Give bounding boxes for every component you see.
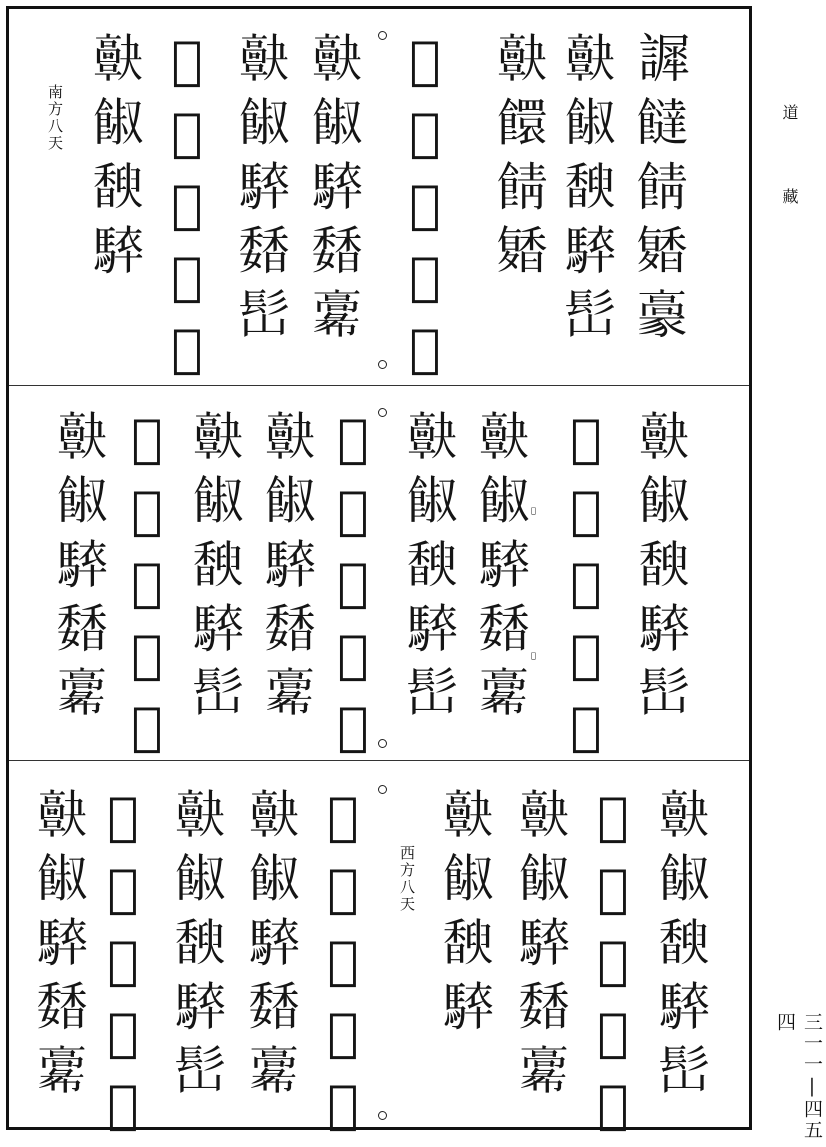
glyph-column: 𩫟𩠑𩜎𩣰𩫣	[117, 409, 177, 769]
glyph-column: 𩫠𩜂𩣰𩡊𩫚	[29, 787, 89, 1107]
glyph-column: 𩫟𩠑𩜎𩣰𩫣	[323, 409, 383, 769]
binding-hole	[378, 31, 387, 40]
glyph-column: 𩫠𩟁𩜎𩡑	[489, 31, 549, 287]
glyph-column: 𩫠𩜂𩣰𩡊𩫚	[241, 787, 301, 1107]
page-number: 三一一|四五四	[774, 1012, 823, 1141]
glyph-column: 𩫠𩜂𩡃𩣰	[435, 787, 495, 1043]
side-title: 道	[780, 104, 799, 120]
annotation-note: 𩫣	[531, 651, 536, 660]
glyph-column: 𩫟𩠑𩜎𩣰𩫣	[556, 409, 616, 769]
glyph-column: 𩫠𩜂𩣰𩡊𩫚	[304, 31, 364, 351]
glyph-column: 𩫠𩜂𩡃𩣰𩫺	[631, 409, 691, 729]
glyph-column: 𩫟𩠑𩜎𩣰𩫣	[313, 787, 373, 1147]
binding-hole	[378, 360, 387, 369]
side-title: 藏	[780, 188, 799, 204]
glyph-column: 𩫟𩠑𩜎𩣰𩫣	[395, 31, 455, 391]
glyph-column: 𩫠𩜂𩣰𩡊𩫚	[257, 409, 317, 729]
glyph-column: 𩫠𩜂𩡃𩣰𩫺	[167, 787, 227, 1107]
section-divider	[9, 385, 749, 386]
glyph-column: 𩫠𩜂𩡃𩣰	[85, 31, 145, 287]
glyph-column: 𩫠𩜂𩣰𩡊𩫚	[49, 409, 109, 729]
section-label: 西方八天	[398, 845, 416, 913]
glyph-column: 䜄𩟐𩜎𩡑𩫕	[629, 31, 689, 351]
glyph-column: 𩫠𩜂𩣰𩡊𩫚	[471, 409, 531, 729]
binding-hole	[378, 1111, 387, 1120]
glyph-column: 𩫟𩠑𩜎𩣰𩫣	[583, 787, 643, 1147]
glyph-column: 𩫠𩜂𩡃𩣰𩫺	[557, 31, 617, 351]
glyph-column: 𩫠𩜂𩡃𩣰𩫺	[185, 409, 245, 729]
glyph-column: 𩫠𩜂𩣰𩡊𩫚	[511, 787, 571, 1107]
glyph-column: 𩫠𩜂𩡃𩣰𩫺	[399, 409, 459, 729]
glyph-column: 𩫟𩠑𩜎𩣰𩫣	[93, 787, 153, 1147]
section-label: 南方八天	[46, 84, 64, 152]
annotation-note: 𩫢	[531, 506, 536, 515]
glyph-column: 𩫠𩜂𩡃𩣰𩫺	[651, 787, 711, 1107]
glyph-column: 𩫠𩜂𩣰𩡊𩫺	[231, 31, 291, 351]
binding-hole	[378, 785, 387, 794]
glyph-column: 𩫟𩠑𩜎𩣰𩫣	[157, 31, 217, 391]
page-frame	[6, 6, 752, 1147]
